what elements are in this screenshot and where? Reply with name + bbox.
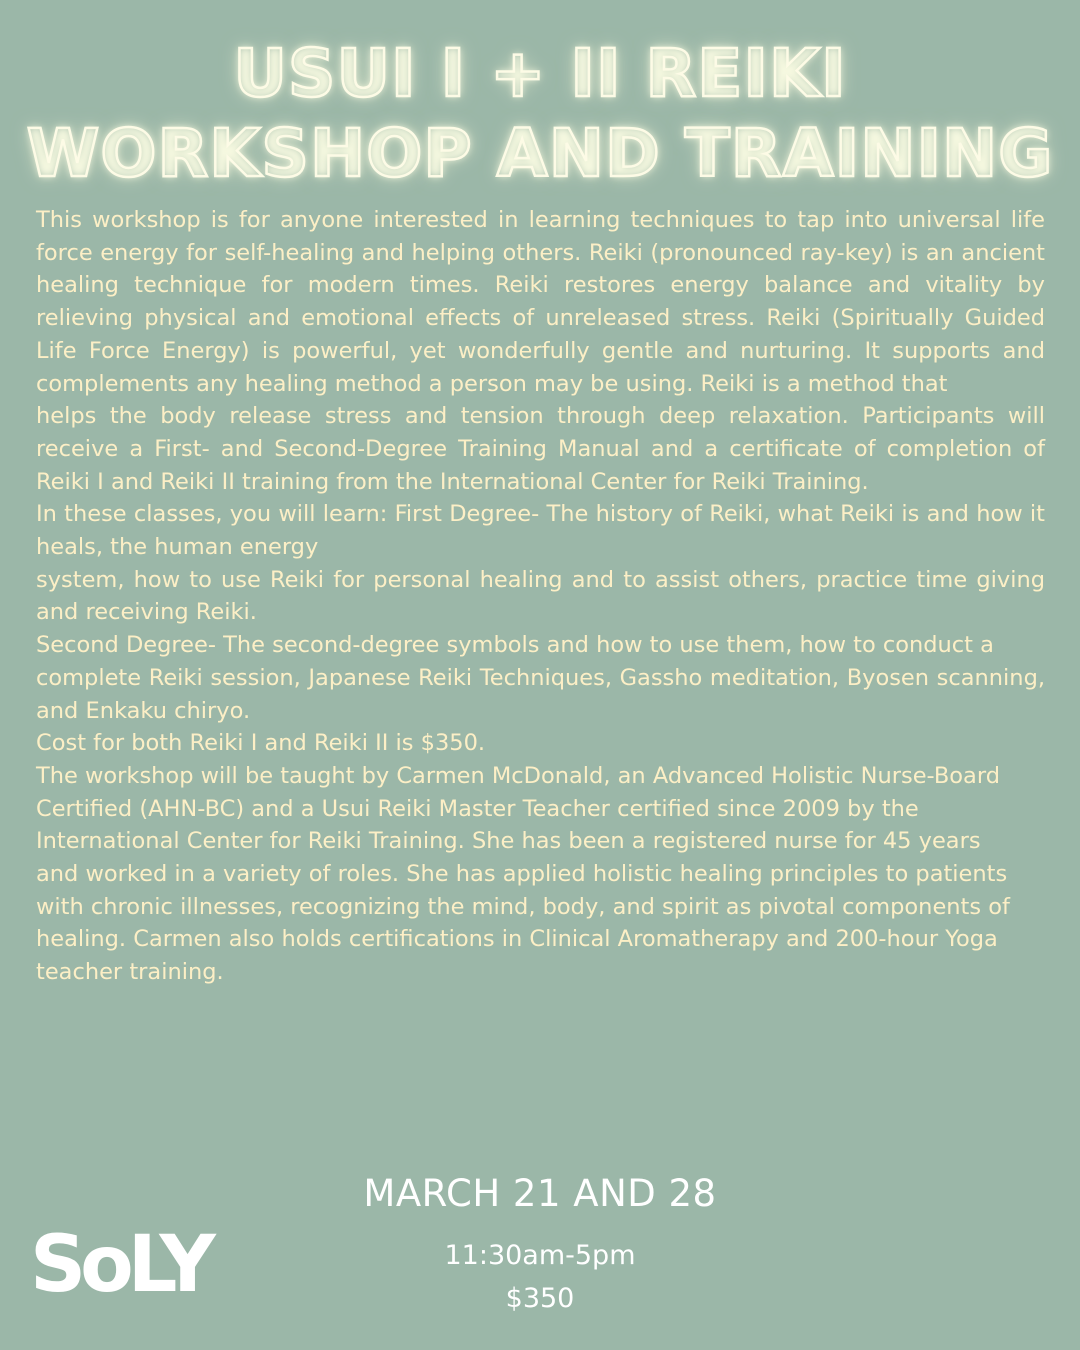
event-time: 11:30am-5pm	[444, 1240, 636, 1271]
paragraph-benefits: helps the body release stress and tension through deep relaxation. Participants will receive a First- and Second-Degree Training Manual and a certificate of completion of Reiki I and Reiki II training from the International Center for Reiki Training.	[36, 403, 1045, 495]
paragraph-teacher-1: The workshop will be taught by Carmen McDonald, an Advanced Holistic Nurse-Board	[36, 762, 1000, 789]
paragraph-intro: This workshop is for anyone interested in learning techniques to tap into universal life force energy for self-healing and helping others. Reiki (pronounced ray-key) is an ancient healing technique for modern times. Reiki restores energy balance and vitality by relieving physical and emotional effects of unreleased stress. Reiki (Spiritually Guided Life Force Energy) is powerful, yet wonderfully gentle and nurturing. It supports and complements any healing method a person may be using. Reiki is a method that	[36, 207, 1045, 397]
paragraph-second-degree: Second Degree- The second-degree symbols and how to use them, how to conduct a	[36, 632, 994, 659]
event-date: MARCH 21 AND 28	[363, 1172, 717, 1215]
event-price: $350	[505, 1283, 575, 1314]
soly-logo: SoLY	[30, 1220, 210, 1310]
page-title	[0, 34, 1080, 194]
paragraph-first-degree: system, how to use Reiki for personal healing and to assist others, practice time giving and receiving Reiki.	[36, 566, 1045, 626]
title-line-2: WORKSHOP AND TRAINING	[26, 115, 1054, 192]
paragraph-teacher-5: with chronic illnesses, recognizing the mind, body, and spirit as pivotal components of	[36, 893, 1010, 920]
paragraph-teacher-4: and worked in a variety of roles. She has applied holistic healing principles to patients	[36, 861, 1008, 888]
paragraph-classes: In these classes, you will learn: First Degree- The history of Reiki, what Reiki is and how it heals, the human energy	[36, 501, 1045, 561]
paragraph-teacher-7: teacher training.	[36, 959, 224, 986]
paragraph-second-degree-cont: complete Reiki session, Japanese Reiki Techniques, Gassho meditation, Byosen scanning, and Enkaku chiryo.	[36, 664, 1045, 724]
description-text	[36, 204, 1045, 989]
title-line-1: USUI I + II REIKI	[233, 35, 847, 112]
paragraph-teacher-6: healing. Carmen also holds certifications in Clinical Aromatherapy and 200-hour Yoga	[36, 926, 998, 953]
paragraph-teacher-3: International Center for Reiki Training. She has been a registered nurse for 45 years	[36, 828, 981, 855]
paragraph-teacher-2: Certified (AHN-BC) and a Usui Reiki Master Teacher certified since 2009 by the	[36, 795, 919, 822]
paragraph-cost: Cost for both Reiki I and Reiki II is $350.	[36, 730, 486, 757]
